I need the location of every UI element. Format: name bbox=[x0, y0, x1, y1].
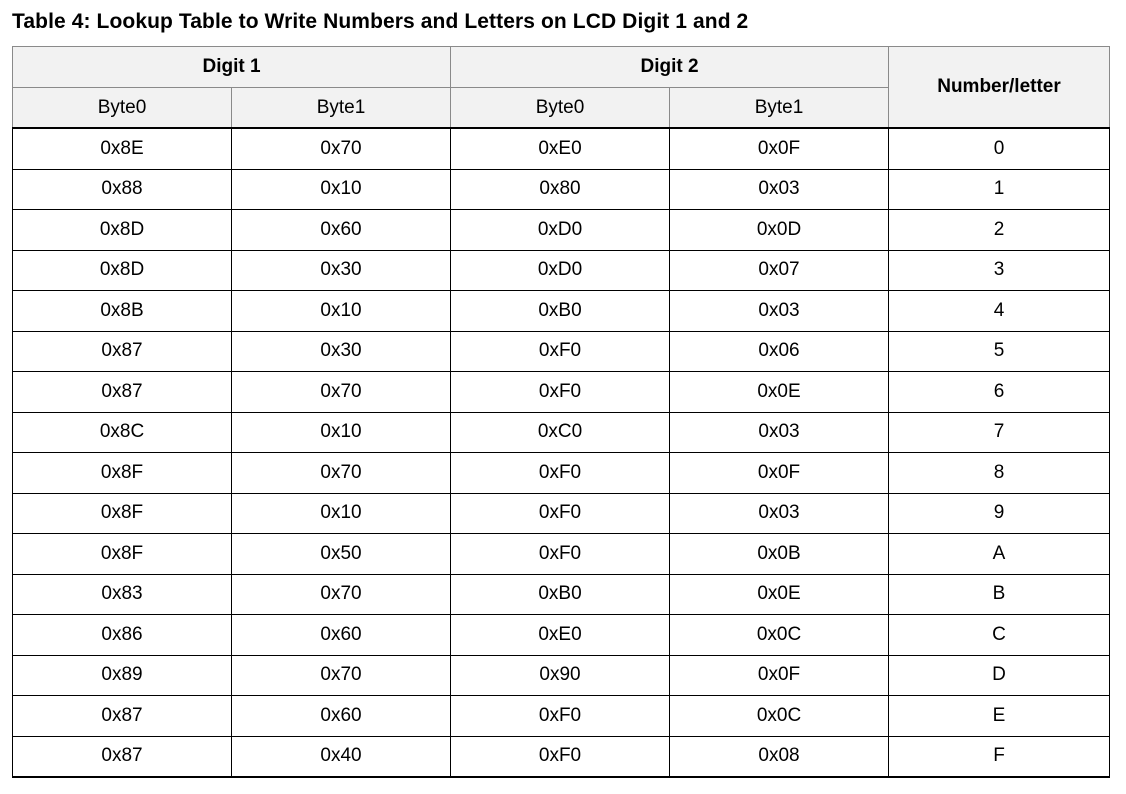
table-row bbox=[13, 291, 1110, 332]
digit1-byte1-cell: 0x70 bbox=[232, 574, 451, 615]
table-row bbox=[13, 534, 1110, 575]
table-row bbox=[13, 615, 1110, 656]
table-body bbox=[13, 128, 1110, 777]
number-letter-header: Number/letter bbox=[889, 47, 1110, 129]
digit2-byte1-cell: 0x0D bbox=[670, 210, 889, 251]
number-letter-cell: D bbox=[889, 655, 1110, 696]
lookup-table bbox=[12, 46, 1110, 778]
digit1-byte0-cell: 0x88 bbox=[13, 169, 232, 210]
digit1-byte1-cell: 0x10 bbox=[232, 493, 451, 534]
number-letter-cell: F bbox=[889, 736, 1110, 777]
digit1-byte0-cell: 0x8F bbox=[13, 453, 232, 494]
digit1-byte0-cell: 0x87 bbox=[13, 736, 232, 777]
digit1-byte1-cell: 0x60 bbox=[232, 696, 451, 737]
table-header bbox=[13, 47, 1110, 129]
number-letter-cell: 4 bbox=[889, 291, 1110, 332]
digit2-byte1-cell: 0x0E bbox=[670, 372, 889, 413]
table-row bbox=[13, 250, 1110, 291]
digit2-byte1-cell: 0x0C bbox=[670, 696, 889, 737]
digit2-byte1-cell: 0x0C bbox=[670, 615, 889, 656]
digit1-byte0-cell: 0x8F bbox=[13, 534, 232, 575]
digit2-byte0-cell: 0xB0 bbox=[451, 574, 670, 615]
digit1-byte0-cell: 0x8F bbox=[13, 493, 232, 534]
digit1-byte0-header: Byte0 bbox=[13, 88, 232, 129]
digit2-byte1-cell: 0x03 bbox=[670, 412, 889, 453]
digit2-byte0-cell: 0xE0 bbox=[451, 615, 670, 656]
digit2-byte1-cell: 0x0E bbox=[670, 574, 889, 615]
digit2-byte1-cell: 0x0B bbox=[670, 534, 889, 575]
digit2-byte0-cell: 0xB0 bbox=[451, 291, 670, 332]
digit1-byte1-cell: 0x30 bbox=[232, 250, 451, 291]
table-row bbox=[13, 453, 1110, 494]
digit2-byte1-cell: 0x03 bbox=[670, 493, 889, 534]
digit2-byte0-cell: 0xC0 bbox=[451, 412, 670, 453]
digit2-byte0-cell: 0x80 bbox=[451, 169, 670, 210]
digit1-byte0-cell: 0x8E bbox=[13, 128, 232, 169]
digit2-byte1-cell: 0x03 bbox=[670, 291, 889, 332]
digit2-byte0-header: Byte0 bbox=[451, 88, 670, 129]
number-letter-cell: B bbox=[889, 574, 1110, 615]
digit1-byte1-cell: 0x10 bbox=[232, 412, 451, 453]
digit1-byte0-cell: 0x89 bbox=[13, 655, 232, 696]
digit1-byte0-cell: 0x8B bbox=[13, 291, 232, 332]
table-row bbox=[13, 696, 1110, 737]
digit1-byte0-cell: 0x8D bbox=[13, 250, 232, 291]
digit1-byte0-cell: 0x87 bbox=[13, 331, 232, 372]
number-letter-cell: 5 bbox=[889, 331, 1110, 372]
digit1-byte1-cell: 0x10 bbox=[232, 291, 451, 332]
digit1-byte1-cell: 0x10 bbox=[232, 169, 451, 210]
digit2-byte1-cell: 0x07 bbox=[670, 250, 889, 291]
table-row bbox=[13, 128, 1110, 169]
number-letter-cell: E bbox=[889, 696, 1110, 737]
digit1-byte1-header: Byte1 bbox=[232, 88, 451, 129]
digit1-byte1-cell: 0x60 bbox=[232, 615, 451, 656]
table-caption: Table 4: Lookup Table to Write Numbers and Letters on LCD Digit 1 and 2 bbox=[12, 10, 749, 33]
digit2-byte0-cell: 0xD0 bbox=[451, 210, 670, 251]
table-row bbox=[13, 574, 1110, 615]
digit1-byte1-cell: 0x70 bbox=[232, 453, 451, 494]
digit2-byte1-cell: 0x06 bbox=[670, 331, 889, 372]
table-row bbox=[13, 736, 1110, 777]
digit2-byte0-cell: 0xF0 bbox=[451, 331, 670, 372]
table-row bbox=[13, 331, 1110, 372]
digit2-byte0-cell: 0x90 bbox=[451, 655, 670, 696]
number-letter-cell: 9 bbox=[889, 493, 1110, 534]
number-letter-cell: C bbox=[889, 615, 1110, 656]
digit2-byte1-cell: 0x08 bbox=[670, 736, 889, 777]
digit1-byte0-cell: 0x86 bbox=[13, 615, 232, 656]
digit2-byte1-cell: 0x03 bbox=[670, 169, 889, 210]
digit2-byte0-cell: 0xD0 bbox=[451, 250, 670, 291]
digit1-byte0-cell: 0x8D bbox=[13, 210, 232, 251]
digit1-byte0-cell: 0x83 bbox=[13, 574, 232, 615]
digit1-byte1-cell: 0x50 bbox=[232, 534, 451, 575]
digit1-byte1-cell: 0x40 bbox=[232, 736, 451, 777]
digit2-byte1-header: Byte1 bbox=[670, 88, 889, 129]
table-row bbox=[13, 372, 1110, 413]
digit2-byte0-cell: 0xF0 bbox=[451, 736, 670, 777]
digit1-byte1-cell: 0x60 bbox=[232, 210, 451, 251]
table-row bbox=[13, 412, 1110, 453]
number-letter-cell: 2 bbox=[889, 210, 1110, 251]
table-row bbox=[13, 169, 1110, 210]
digit2-byte1-cell: 0x0F bbox=[670, 655, 889, 696]
digit1-byte1-cell: 0x70 bbox=[232, 128, 451, 169]
digit1-byte1-cell: 0x70 bbox=[232, 372, 451, 413]
digit1-byte0-cell: 0x87 bbox=[13, 696, 232, 737]
digit2-byte1-cell: 0x0F bbox=[670, 128, 889, 169]
digit2-byte1-cell: 0x0F bbox=[670, 453, 889, 494]
digit2-byte0-cell: 0xF0 bbox=[451, 493, 670, 534]
number-letter-cell: 3 bbox=[889, 250, 1110, 291]
table-row bbox=[13, 493, 1110, 534]
table-row bbox=[13, 655, 1110, 696]
digit2-byte0-cell: 0xE0 bbox=[451, 128, 670, 169]
number-letter-cell: 0 bbox=[889, 128, 1110, 169]
number-letter-cell: 7 bbox=[889, 412, 1110, 453]
number-letter-cell: 1 bbox=[889, 169, 1110, 210]
header-group-row bbox=[13, 47, 1110, 88]
digit1-byte0-cell: 0x87 bbox=[13, 372, 232, 413]
digit2-byte0-cell: 0xF0 bbox=[451, 372, 670, 413]
digit1-byte1-cell: 0x30 bbox=[232, 331, 451, 372]
digit1-header: Digit 1 bbox=[13, 47, 451, 88]
digit1-byte0-cell: 0x8C bbox=[13, 412, 232, 453]
table-row bbox=[13, 210, 1110, 251]
number-letter-cell: A bbox=[889, 534, 1110, 575]
digit2-header: Digit 2 bbox=[451, 47, 889, 88]
digit2-byte0-cell: 0xF0 bbox=[451, 696, 670, 737]
number-letter-cell: 6 bbox=[889, 372, 1110, 413]
digit2-byte0-cell: 0xF0 bbox=[451, 534, 670, 575]
digit2-byte0-cell: 0xF0 bbox=[451, 453, 670, 494]
number-letter-cell: 8 bbox=[889, 453, 1110, 494]
digit1-byte1-cell: 0x70 bbox=[232, 655, 451, 696]
